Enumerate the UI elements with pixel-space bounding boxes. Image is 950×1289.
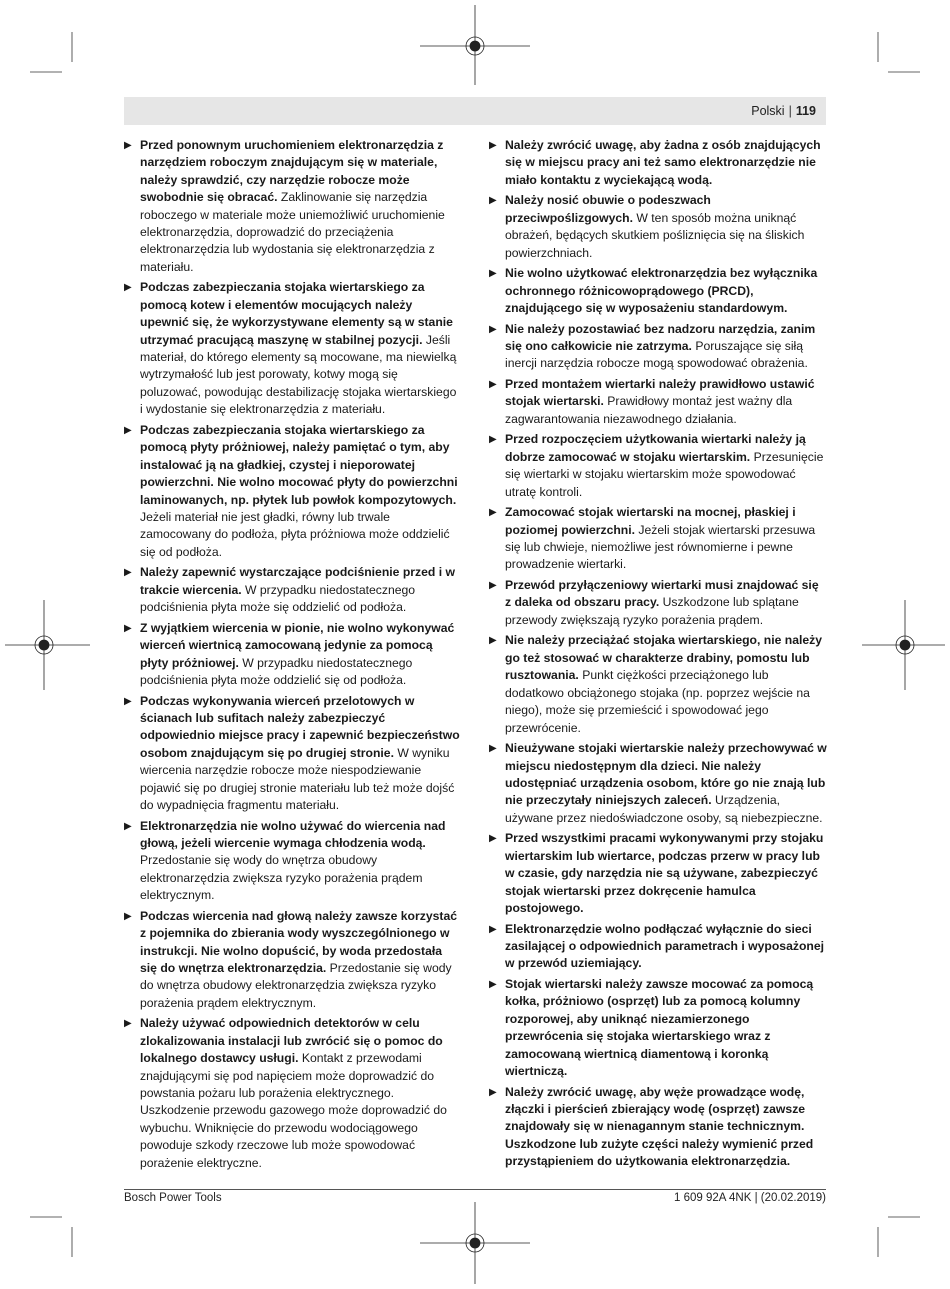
safety-item bbox=[124, 620, 462, 690]
safety-item bbox=[124, 279, 462, 418]
safety-item-warning: Należy używać odpowiednich detektorów w celu zlokalizowania instalacji lub zwrócić się o pomoc do lokalnego dostawcy usługi. bbox=[140, 1016, 443, 1066]
bullet-arrow-icon: ▶ bbox=[124, 910, 132, 922]
safety-item bbox=[124, 137, 462, 276]
safety-item bbox=[489, 431, 827, 501]
bullet-arrow-icon: ▶ bbox=[489, 507, 497, 519]
bullet-arrow-icon: ▶ bbox=[124, 695, 132, 707]
page-header bbox=[124, 97, 826, 125]
safety-item bbox=[489, 192, 827, 262]
safety-item-explanation: Przedostanie się wody do wnętrza obudowy elektronarzędzia zwiększa ryzyko porażenia prądem elektrycznym. bbox=[140, 853, 423, 903]
registration-mark-right bbox=[862, 600, 945, 690]
footer-doc-code: 1 609 92A 4NK | (20.02.2019) bbox=[674, 1192, 826, 1204]
safety-item bbox=[489, 830, 827, 917]
safety-item-explanation: Przedostanie się wody do wnętrza obudowy elektronarzędzia zwiększa ryzyko porażenia prądem elektrycznym. bbox=[140, 961, 452, 1010]
right-column bbox=[489, 137, 827, 1174]
safety-item bbox=[124, 422, 462, 561]
header-language: Polski bbox=[751, 104, 785, 118]
safety-item-explanation: W przypadku niedostatecznego podciśnienia płyta może się oddzielić od podłoża. bbox=[140, 582, 416, 615]
safety-item-warning: Należy zwrócić uwagę, aby węże prowadzące wodę, złączki i pierścień zbierający wodę (osprzęt) zawsze znajdowały się w nienagannym stanie technicznym. Uszkodzone lub zużyte części należy wymienić przed przystąpieniem do użytkowania elektronarzędzia. bbox=[505, 1084, 814, 1169]
safety-item bbox=[489, 740, 827, 827]
safety-item-warning: Podczas zabezpieczania stojaka wiertarskiego za pomocą kotew i elementów mocujących należy upewnić się, że wykorzystywane elementy są w stanie utrzymać pracującą maszynę w stabilnej pozycji. bbox=[140, 280, 453, 347]
safety-item-explanation: Jeżeli materiał nie jest gładki, równy lub trwale zamocowany do podłoża, płyta próżniowa może oddzielić się od podłoża. bbox=[140, 509, 450, 559]
safety-item bbox=[124, 564, 462, 616]
safety-item-warning: Podczas wiercenia nad głową należy zawsze korzystać z pojemnika do zbierania wody wyszczególnionego w instrukcji. Nie wolno dopuścić, by woda przedostała się do wnętrza elektronarzędzia. bbox=[140, 908, 458, 975]
safety-item-warning: Przed rozpoczęciem użytkowania wiertarki należy ją dobrze zamocować w stojaku wiertarskim. bbox=[505, 432, 806, 464]
bullet-arrow-icon: ▶ bbox=[124, 140, 132, 151]
bullet-arrow-icon: ▶ bbox=[124, 820, 132, 832]
header-label: Polski | 119 bbox=[751, 104, 816, 118]
footer-divider bbox=[124, 1189, 826, 1190]
safety-item-explanation: Prawidłowy montaż jest ważny dla zagwarantowania niezawodnego działania. bbox=[505, 394, 793, 426]
safety-item-warning: Podczas wykonywania wierceń przelotowych w ścianach lub sufitach należy zabezpieczyć odpowiednio miejsce pracy i zapewnić bezpieczeństwo osobom znajdującym się po drugiej stronie. bbox=[140, 693, 460, 760]
safety-item-warning: Należy zwrócić uwagę, aby żadna z osób znajdujących się w miejscu pracy ani też samo elektronarzędzie nie miało kontaktu z wyciekającą wodą. bbox=[505, 138, 821, 187]
registration-mark-top bbox=[420, 5, 530, 85]
safety-item bbox=[489, 1084, 827, 1171]
registration-mark-bottom bbox=[420, 1202, 530, 1284]
bullet-arrow-icon: ▶ bbox=[489, 923, 497, 935]
safety-item-warning: Zamocować stojak wiertarski na mocnej, płaskiej i poziomej powierzchni. bbox=[505, 505, 796, 537]
bullet-arrow-icon: ▶ bbox=[489, 195, 497, 207]
bullet-arrow-icon: ▶ bbox=[124, 424, 132, 436]
safety-item bbox=[489, 321, 827, 373]
safety-item-explanation: Poruszające się siłą inercji narzędzia robocze mogą spowodować obrażenia. bbox=[505, 339, 808, 371]
safety-item-explanation: Jeżeli stojak wiertarski przesuwa się lub chwieje, niemożliwe jest równomierne i pewne prowadzenie wiertarki. bbox=[505, 522, 816, 572]
bullet-arrow-icon: ▶ bbox=[124, 1018, 132, 1030]
bullet-arrow-icon: ▶ bbox=[124, 567, 132, 579]
safety-item-explanation: Kontakt z przewodami znajdującymi się pod napięciem może doprowadzić do powstania pożaru lub porażenia elektrycznego. Uszkodzenie przewodu gazowego może doprowadzić do wybuchu. Wniknięcie do przewodu wodociągowego powoduje szkody rzeczowe lub może spowodować porażenie elektryczne. bbox=[140, 1051, 447, 1170]
safety-item-explanation: Uszkodzone lub splątane przewody zwiększają ryzyko porażenia prądem. bbox=[505, 595, 799, 627]
bullet-arrow-icon: ▶ bbox=[489, 635, 497, 647]
safety-item-explanation: W wyniku wiercenia narzędzie robocze może niespodziewanie pojawić się po drugiej stronie materiału lub też może dojść do wypadnięcia fragmentu materiału. bbox=[140, 745, 455, 812]
safety-item-warning: Nieużywane stojaki wiertarskie należy przechowywać w miejscu niedostępnym dla dzieci. Nie należy udostępniać urządzenia osobom, które go nie znają lub nie przeczytały niniejszych zaleceń. bbox=[505, 741, 827, 808]
bullet-arrow-icon: ▶ bbox=[124, 622, 132, 634]
safety-item bbox=[489, 921, 827, 973]
safety-item-warning: Elektronarzędzia nie wolno używać do wiercenia nad głową, jeżeli wiercenie wymaga chłodzenia wodą. bbox=[140, 818, 446, 850]
safety-item-warning: Przewód przyłączeniowy wiertarki musi znajdować się z daleka od obszaru pracy. bbox=[505, 578, 819, 610]
safety-item bbox=[124, 818, 462, 905]
safety-item bbox=[489, 137, 827, 189]
bullet-arrow-icon: ▶ bbox=[489, 743, 497, 755]
safety-item-warning: Należy zapewnić wystarczające podciśnienie przed i w trakcie wiercenia. bbox=[140, 565, 455, 597]
bullet-arrow-icon: ▶ bbox=[489, 140, 497, 151]
safety-item bbox=[489, 376, 827, 428]
safety-item-explanation: W ten sposób można uniknąć obrażeń, będących skutkiem pośliznięcia się na śliskich powierzchniach. bbox=[505, 210, 805, 260]
safety-item bbox=[124, 1015, 462, 1172]
safety-item-warning: Nie należy przeciążać stojaka wiertarskiego, nie należy go też stosować w charakterze drabiny, pomostu lub rusztowania. bbox=[505, 633, 823, 683]
bullet-arrow-icon: ▶ bbox=[124, 282, 132, 294]
bullet-arrow-icon: ▶ bbox=[489, 379, 497, 391]
safety-item bbox=[489, 632, 827, 736]
registration-mark-left bbox=[5, 600, 90, 690]
safety-item-warning: Nie należy pozostawiać bez nadzoru narzędzia, zanim się ono całkowicie nie zatrzyma. bbox=[505, 321, 816, 354]
safety-item-warning: Należy nosić obuwie o podeszwach przeciwpoślizgowych. bbox=[505, 193, 711, 225]
safety-item bbox=[489, 265, 827, 317]
safety-item-explanation: Urządzenia, używane przez niedoświadczone osoby, są niebezpieczne. bbox=[505, 793, 823, 825]
safety-item-explanation: Jeśli materiał, do którego elementy są mocowane, ma niewielką wytrzymałość lub jest porowaty, kotwy mogą się poluzować, powodując destabilizację stojaka wiertarskiego i wydostanie się elektronarzędzia z materiału. bbox=[140, 332, 457, 417]
bullet-arrow-icon: ▶ bbox=[489, 434, 497, 446]
safety-item-warning: Nie wolno użytkować elektronarzędzia bez wyłącznika ochronnego różnicowoprądowego (PRCD), znajdującego się w wyposażeniu standardowym. bbox=[505, 266, 818, 316]
bullet-arrow-icon: ▶ bbox=[489, 580, 497, 592]
bullet-arrow-icon: ▶ bbox=[489, 1086, 497, 1098]
safety-item-explanation: Zaklinowanie się narzędzia roboczego w materiale może uniemożliwić uruchomienie elektronarzędzia, doprowadzić do przeciążenia elektronarzędzia lub wydostania się elektronarzędzia z materiału. bbox=[140, 190, 445, 274]
safety-item-warning: Przed wszystkimi pracami wykonywanymi przy stojaku wiertarskim lub wiertarce, podczas przerw w pracy lub w czasie, gdy narzędzia nie są używane, zabezpieczyć stojak wiertarski przez dokręcenie hamulca postojowego. bbox=[505, 831, 824, 915]
safety-item bbox=[489, 976, 827, 1080]
safety-item-warning: Podczas zabezpieczania stojaka wiertarskiego za pomocą płyty próżniowej, należy pamiętać o tym, aby instalować ją na gładkiej, czystej i nieporowatej powierzchni. Nie wolno mocować płyty do powierzchni laminowanych, np. płytek lub powłok kompozytowych. bbox=[140, 422, 458, 507]
safety-item bbox=[489, 504, 827, 574]
safety-item-warning: Z wyjątkiem wiercenia w pionie, nie wolno wykonywać wierceń wiertnicą zamocowaną jedynie za pomocą płyty próżniowej. bbox=[140, 620, 455, 670]
left-column bbox=[124, 137, 462, 1175]
footer-brand: Bosch Power Tools bbox=[124, 1192, 222, 1204]
safety-item bbox=[489, 577, 827, 629]
safety-item-explanation: Przesunięcie się wiertarki w stojaku wiertarskim może spowodować utratę kontroli. bbox=[505, 449, 824, 499]
safety-item-warning: Elektronarzędzie wolno podłączać wyłącznie do sieci zasilającej o odpowiednich parametrach i wyposażonej w przewód uziemiający. bbox=[505, 921, 824, 971]
bullet-arrow-icon: ▶ bbox=[489, 268, 497, 280]
bullet-arrow-icon: ▶ bbox=[489, 323, 497, 335]
bullet-arrow-icon: ▶ bbox=[489, 978, 497, 990]
safety-item-explanation: Punkt ciężkości przeciążonego lub dodatkowo obciążonego stojaka (np. poprzez wejście na niego), może się przemieścić i spowodować jego przewrócenie. bbox=[505, 668, 810, 735]
safety-item-warning: Przed ponownym uruchomieniem elektronarzędzia z narzędziem roboczym znajdującym się w materiale, należy sprawdzić, czy narzędzie robocze może swobodnie się obracać. bbox=[140, 138, 444, 205]
safety-item bbox=[124, 908, 462, 1012]
safety-item-explanation: W przypadku niedostatecznego podciśnienia płyta może oddzielić się od podłoża. bbox=[140, 655, 413, 687]
page-number: 119 bbox=[795, 104, 816, 118]
bullet-arrow-icon: ▶ bbox=[489, 833, 497, 845]
safety-item-warning: Stojak wiertarski należy zawsze mocować za pomocą kołka, próżniowo (osprzęt) lub za pomocą kolumny rozporowej, aby uniknąć niezamierzonego przewrócenia się stojaka wiertarskiego wraz z zamocowaną wiertnicą diamentową i koronką wiertniczą. bbox=[505, 976, 814, 1078]
safety-item-warning: Przed montażem wiertarki należy prawidłowo ustawić stojak wiertarski. bbox=[505, 377, 815, 409]
safety-item bbox=[124, 693, 462, 815]
